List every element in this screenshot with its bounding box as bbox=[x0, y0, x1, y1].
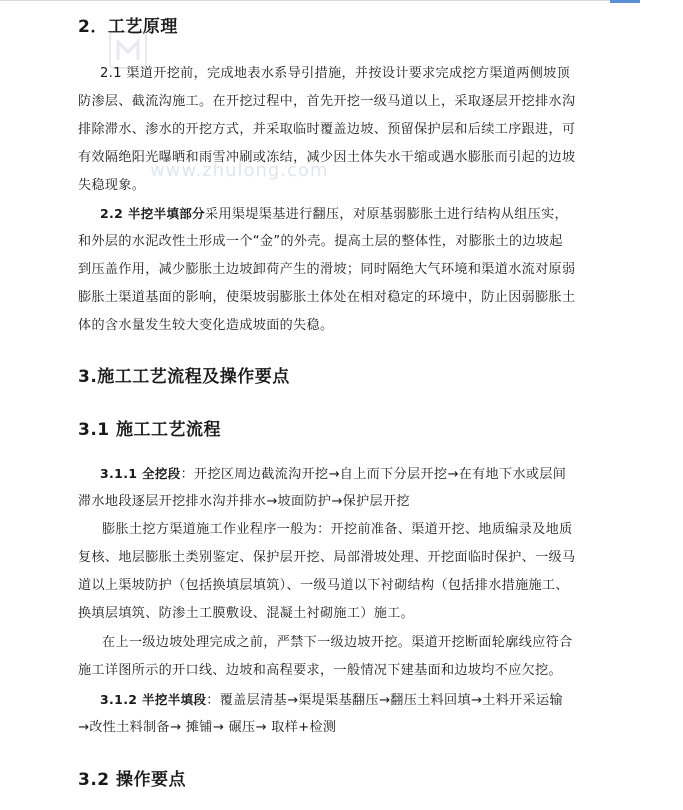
paragraph-3-1-program-line: 换填层填筑、防渗土工膜敷设、混凝土衬砌施工）施工。 bbox=[78, 606, 415, 621]
section-3-2-heading: 3.2 操作要点 bbox=[78, 770, 187, 790]
paragraph-2-1-line: 2.1 渠道开挖前，完成地表水系导引措施，并按设计要求完成挖方渠道两侧坡顶 bbox=[100, 66, 571, 81]
paragraph-3-1-1-line bbox=[100, 464, 566, 485]
paragraph-3-1-slope-line: 在上一级边坡处理完成之前，严禁下一级边坡开挖。渠道开挖断面轮廓线应符合 bbox=[102, 635, 573, 650]
paragraph-3-1-2-text: ：覆盖层清基→渠堤渠基翻压→翻压土料回填→土料开采运输 bbox=[206, 693, 563, 708]
paragraph-3-1-program-line: 膨胀土挖方渠道施工作业程序一般为：开挖前准备、渠道开挖、地质编录及地质 bbox=[102, 522, 573, 537]
paragraph-2-1-line: 排除滞水、渗水的开挖方式，并采取临时覆盖边坡、预留保护层和后续工序跟进，可 bbox=[78, 122, 576, 137]
page-top-accent bbox=[610, 0, 640, 3]
paragraph-3-1-1-text: ：开挖区周边截流沟开挖→自上而下分层开挖→在有地下水或层间 bbox=[180, 467, 567, 482]
watermark-text: www.zhulong.com bbox=[150, 160, 329, 181]
section-3-heading: 3.施工工艺流程及操作要点 bbox=[78, 367, 290, 387]
paragraph-2-1-line: 有效隔绝阳光曝晒和雨雪冲刷或冻结，减少因土体失水干缩或遇水膨胀而引起的边坡 bbox=[78, 150, 576, 165]
paragraph-3-1-1-line: 滞水地段逐层开挖排水沟并排水→坡面防护→保护层开挖 bbox=[78, 494, 410, 509]
section-3-1-heading: 3.1 施工工艺流程 bbox=[78, 420, 222, 440]
paragraph-2-1-line: 防渗层、截流沟施工。在开挖过程中，首先开挖一级马道以上，采取逐层开挖排水沟 bbox=[78, 94, 576, 109]
paragraph-3-1-1-lead: 3.1.1 全挖段 bbox=[100, 466, 181, 481]
paragraph-2-2-line: 和外层的水泥改性土形成一个“金”的外壳。提高土层的整体性，对膨胀土的边坡起 bbox=[78, 234, 563, 249]
page-top-border bbox=[0, 0, 640, 4]
paragraph-2-1-line: 失稳现象。 bbox=[78, 178, 146, 193]
paragraph-2-2-line bbox=[100, 204, 568, 225]
paragraph-2-2-line: 到压盖作用，减少膨胀土边坡卸荷产生的滑坡；同时隔绝大气环境和渠道水流对原弱 bbox=[78, 262, 576, 277]
paragraph-3-1-2-lead: 3.1.2 半挖半填段 bbox=[100, 692, 207, 707]
paragraph-2-2-line: 膨胀土渠道基面的影响，使渠坡弱膨胀土体处在相对稳定的环境中，防止因弱膨胀土 bbox=[78, 290, 576, 305]
paragraph-2-2-line: 体的含水量发生较大变化造成坡面的失稳。 bbox=[78, 318, 334, 333]
paragraph-3-1-2-line: →改性土料制备→ 摊铺→ 碾压→ 取样+检测 bbox=[78, 720, 337, 735]
paragraph-2-2-lead: 2.2 半挖半填部分 bbox=[100, 206, 205, 221]
section-2-heading: 2．工艺原理 bbox=[78, 17, 178, 37]
paragraph-3-1-program-line: 复核、地层膨胀土类别鉴定、保护层开挖、局部滑坡处理、开挖面临时保护、一级马 bbox=[78, 550, 576, 565]
paragraph-3-1-slope-line: 施工详图所示的开口线、边坡和高程要求，一般情况下建基面和边坡均不应欠挖。 bbox=[78, 663, 562, 678]
paragraph-2-2-text: 采用渠堤渠基进行翻压，对原基弱膨胀土进行结构从组压实， bbox=[205, 207, 568, 222]
paragraph-3-1-program-line: 道以上渠坡防护（包括换填层填筑）、一级马道以下衬砌结构（包括排水措施施工、 bbox=[78, 578, 569, 593]
paragraph-3-1-2-line bbox=[100, 690, 563, 711]
